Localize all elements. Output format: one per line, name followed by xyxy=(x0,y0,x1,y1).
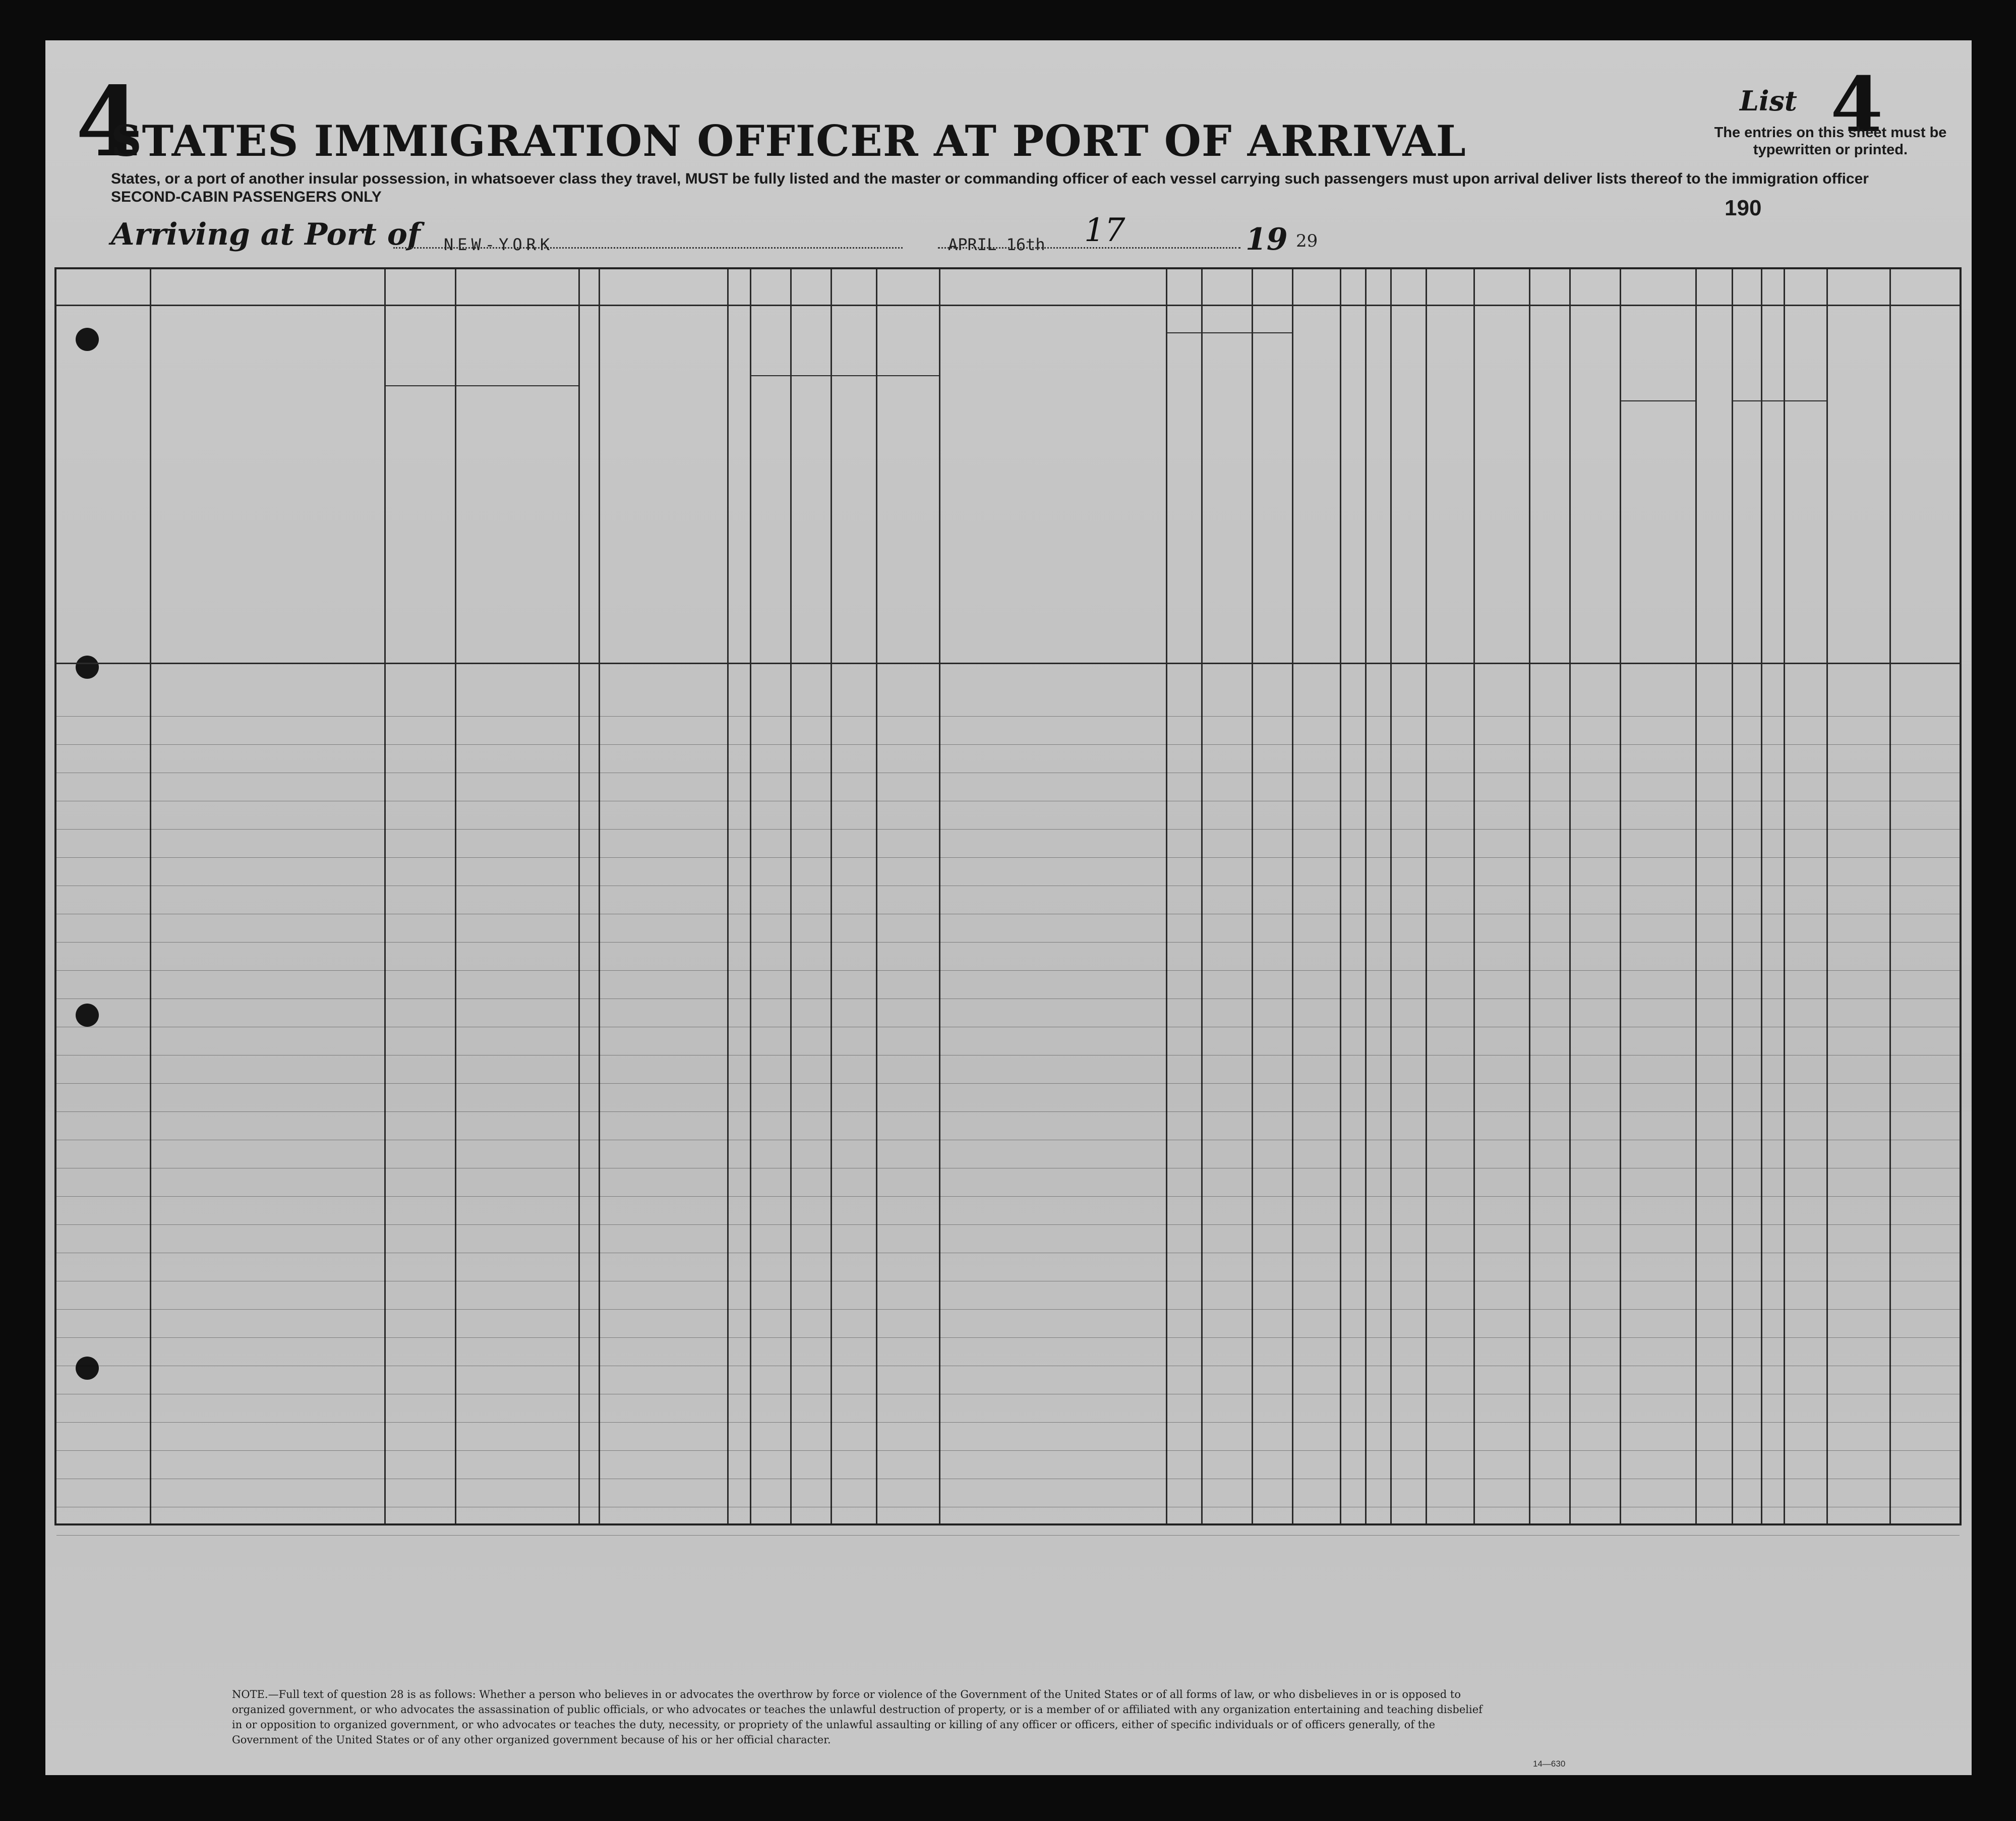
year-suffix: 29 xyxy=(1296,231,1318,251)
instruction-text: States, or a port of another insular possession, in whatsoever class they travel, MUST be fully listed and the master or commanding officer of each vessel carrying such passengers must upon arrival deliver lists thereof to the immigration officer xyxy=(111,170,1869,187)
row-rule xyxy=(56,942,1960,943)
column-divider xyxy=(1889,269,1891,1523)
column-divider xyxy=(1166,269,1167,1523)
row-rule xyxy=(56,744,1960,745)
row-rule xyxy=(56,1196,1960,1197)
column-divider xyxy=(1365,269,1367,1523)
cabin-class: SECOND-CABIN PASSENGERS ONLY xyxy=(111,189,382,205)
column-divider xyxy=(939,269,940,1523)
row-rule xyxy=(56,829,1960,830)
row-rule xyxy=(56,1337,1960,1338)
column-divider xyxy=(727,269,729,1523)
row-rule xyxy=(56,998,1960,999)
column-divider xyxy=(384,269,386,1523)
row-rule xyxy=(56,716,1960,717)
column-divider xyxy=(1529,269,1530,1523)
column-divider xyxy=(1292,269,1293,1523)
sheet-number: 190 xyxy=(1725,196,1762,220)
column-divider xyxy=(1826,269,1828,1523)
date-value: APRIL 16th xyxy=(948,235,1045,254)
row-rule xyxy=(56,970,1960,971)
column-divider xyxy=(1252,269,1253,1523)
row-rule xyxy=(56,1083,1960,1084)
page-title: STATES IMMIGRATION OFFICER AT PORT OF ARRIVAL xyxy=(111,116,1466,166)
footnote: NOTE.—Full text of question 28 is as follows: Whether a person who believes in or advocates the overthrow by force or violence of the Government of the United States or of all forms of law, or who disbelieves in or is opposed to organized government, or who advocates the assassination of public officials, or who advocates or teaches the unlawful destruction of property, or is a member of or affiliated with any organization entertaining and teaching disbelief in or opposition to organized government, or who advocates or teaches the duty, necessity, or propriety of the unlawful assaulting or killing of any officer or officers, either of specific individuals or of officers generally, of the Government of the United States or of any other organized government because of his or her official character. xyxy=(232,1688,1483,1746)
column-divider xyxy=(1761,269,1762,1523)
column-divider xyxy=(1732,269,1733,1523)
header-subrule xyxy=(1166,332,1292,333)
header-subrule xyxy=(384,385,578,386)
column-divider xyxy=(1426,269,1427,1523)
column-divider xyxy=(150,269,151,1523)
column-divider xyxy=(578,269,580,1523)
column-divider xyxy=(455,269,456,1523)
date-correction: 17 xyxy=(1084,212,1125,249)
row-rule xyxy=(56,1224,1960,1225)
column-divider xyxy=(599,269,600,1523)
column-divider xyxy=(750,269,751,1523)
column-divider xyxy=(831,269,832,1523)
list-number: 4 xyxy=(1830,61,1883,149)
column-divider xyxy=(1390,269,1392,1523)
row-rule xyxy=(56,1535,1960,1536)
manifest-sheet xyxy=(45,40,1972,1775)
header-subrule xyxy=(1732,400,1826,401)
column-divider xyxy=(1569,269,1571,1523)
manifest-table xyxy=(54,267,1962,1525)
corner-number: 4 xyxy=(76,66,143,178)
column-divider xyxy=(1340,269,1341,1523)
typewritten-note: The entries on this sheet must be typewritten or printed. xyxy=(1714,125,1947,158)
column-divider xyxy=(790,269,792,1523)
column-divider xyxy=(1620,269,1621,1523)
column-divider xyxy=(1201,269,1203,1523)
row-rule xyxy=(56,1422,1960,1423)
header-subrule xyxy=(1620,400,1695,401)
row-rule xyxy=(56,1309,1960,1310)
header-subrule xyxy=(750,375,939,376)
row-rule xyxy=(56,857,1960,858)
header-rule xyxy=(56,663,1960,664)
year-prefix: 19 xyxy=(1246,222,1288,257)
list-label: List xyxy=(1740,85,1797,117)
column-divider xyxy=(1473,269,1475,1523)
column-divider xyxy=(1695,269,1697,1523)
header-rule xyxy=(56,305,1960,306)
column-divider xyxy=(876,269,877,1523)
row-rule xyxy=(56,1111,1960,1112)
column-divider xyxy=(1784,269,1785,1523)
row-rule xyxy=(56,1450,1960,1451)
form-code: 14—630 xyxy=(1533,1759,1566,1769)
arriving-label: Arriving at Port of xyxy=(111,217,421,252)
port-value: NEW-YORK xyxy=(444,235,554,254)
